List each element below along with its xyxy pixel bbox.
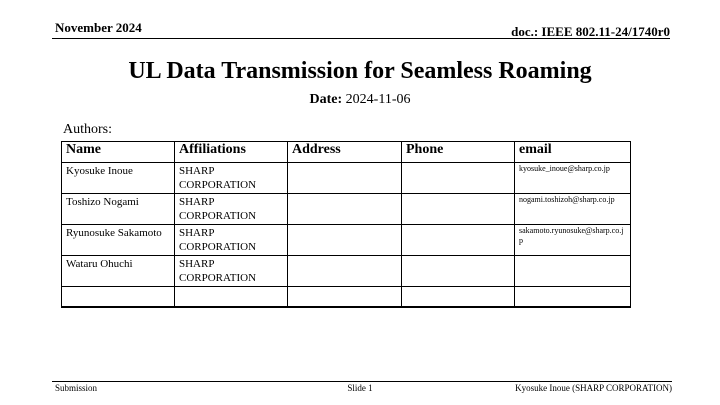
slide-title: UL Data Transmission for Seamless Roaming	[128, 58, 592, 84]
author-affiliation	[175, 287, 288, 308]
table-row	[62, 225, 631, 256]
column-header-affiliations: Affiliations	[175, 142, 288, 163]
author-name: Kyosuke Inoue	[62, 163, 175, 194]
author-address	[288, 194, 402, 225]
footer-slide-number: Slide 1	[347, 383, 373, 393]
author-address	[288, 163, 402, 194]
author-email	[515, 287, 631, 308]
date-label: Date:	[309, 92, 343, 107]
author-phone	[402, 194, 515, 225]
author-name: Toshizo Nogami	[62, 194, 175, 225]
author-phone	[402, 256, 515, 287]
footer-divider	[52, 381, 672, 382]
author-email: sakamoto.ryunosuke@sharp.co.jp	[515, 225, 631, 256]
date-line	[0, 92, 720, 108]
table-header-row	[62, 142, 631, 163]
table-row	[62, 163, 631, 194]
author-affiliation: SHARP CORPORATION	[175, 194, 288, 225]
table-row	[62, 256, 631, 287]
header-date: November 2024	[55, 20, 142, 35]
author-affiliation: SHARP CORPORATION	[175, 163, 288, 194]
footer-author: Kyosuke Inoue (SHARP CORPORATION)	[515, 383, 672, 393]
author-name: Wataru Ohuchi	[62, 256, 175, 287]
authors-table	[61, 141, 631, 308]
author-phone	[402, 225, 515, 256]
authors-label: Authors:	[63, 122, 112, 137]
author-email: nogami.toshizoh@sharp.co.jp	[515, 194, 631, 225]
author-address	[288, 287, 402, 308]
author-affiliation: SHARP CORPORATION	[175, 256, 288, 287]
author-affiliation: SHARP CORPORATION	[175, 225, 288, 256]
author-phone	[402, 287, 515, 308]
author-address	[288, 225, 402, 256]
column-header-phone: Phone	[402, 142, 515, 163]
header-doc-id: doc.: IEEE 802.11-24/1740r0	[511, 24, 670, 39]
author-phone	[402, 163, 515, 194]
footer-submission: Submission	[55, 383, 98, 393]
author-name	[62, 287, 175, 308]
author-email	[515, 256, 631, 287]
column-header-email: email	[515, 142, 631, 163]
author-address	[288, 256, 402, 287]
header-divider	[52, 38, 670, 39]
author-email: kyosuke_inoue@sharp.co.jp	[515, 163, 631, 194]
table-row	[62, 287, 631, 308]
table-row	[62, 194, 631, 225]
author-name: Ryunosuke Sakamoto	[62, 225, 175, 256]
column-header-name: Name	[62, 142, 175, 163]
date-value: 2024-11-06	[345, 92, 411, 107]
column-header-address: Address	[288, 142, 402, 163]
